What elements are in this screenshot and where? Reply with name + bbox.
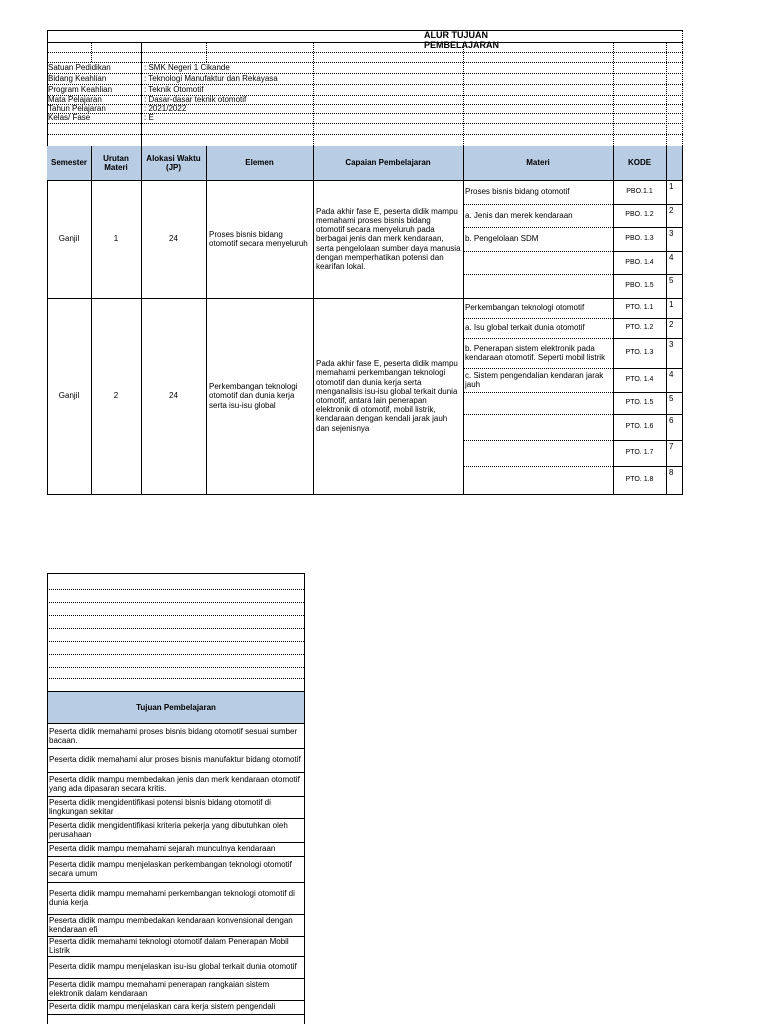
materi-cell — [464, 251, 613, 275]
materi-cell — [464, 392, 613, 414]
header-capaian: Capaian Pembelajaran — [313, 146, 463, 180]
number-cell: 4 — [669, 252, 674, 262]
header-materi: Materi — [463, 146, 613, 180]
kode-cell: PBO. 1.3 — [625, 234, 654, 242]
header-kode: KODE — [613, 146, 666, 180]
materi-cell — [464, 466, 613, 494]
kode-cell: PTO. 1.6 — [625, 422, 654, 430]
tujuan-item: Peserta didik memahami proses bisnis bidang otomotif sesuai sumber bacaan. — [49, 726, 298, 745]
capaian-cell: Pada akhir fase E, peserta didik mampu memahami proses bisnis bidang otomotif secara menyeluruh pada berbagai jenis dan merk kendaraan, serta pengelolaan sumber daya manusia dengan memperhatikan potensi dan kearifan lokal. — [316, 206, 461, 271]
header-semester: Semester — [47, 146, 91, 180]
alokasi-cell: 24 — [169, 391, 178, 401]
info-value: : SMK Negeri 1 Cikande — [144, 62, 230, 72]
number-cell: 4 — [669, 370, 674, 379]
tujuan-item: Peserta didik mengidentifikasi kriteria pekerja yang dibutuhkan oleh perusahaan — [49, 820, 288, 839]
number-cell: 8 — [669, 468, 674, 477]
tujuan-item: Peserta didik mampu memahami perkembangan teknologi otomotif di dunia kerja — [49, 888, 295, 907]
header-alokasi: Alokasi Waktu (JP) — [141, 146, 206, 180]
number-cell: 3 — [669, 229, 674, 239]
info-label: Bidang Keahlian — [48, 73, 107, 83]
kode-cell: PBO.1.1 — [626, 187, 653, 195]
number-cell: 1 — [669, 300, 674, 309]
tujuan-item: Peserta didik mampu membedakan jenis dan merk kendaraan otomotif yang ada dipasaran secara kritis. — [49, 774, 300, 793]
tujuan-item: Peserta didik mampu memahami penerapan rangkaian sistem elektronik dalam kendaraan — [49, 979, 270, 998]
kode-cell: PTO. 1.5 — [625, 398, 654, 406]
info-value: : Dasar-dasar teknik otomotif — [144, 95, 247, 104]
tujuan-item: Peserta didik mampu menjelaskan isu-isu global terkait dunia otomotif — [49, 962, 297, 972]
kode-cell: PBO. 1.2 — [625, 211, 654, 219]
semester-cell: Ganjil — [58, 391, 80, 401]
info-label: Tahun Pelajaran — [48, 104, 106, 113]
materi-cell — [464, 414, 613, 440]
kode-cell: PTO. 1.7 — [625, 448, 654, 456]
tujuan-header: Tujuan Pembelajaran — [48, 692, 304, 723]
materi-cell: Perkembangan teknologi otomotif — [465, 303, 585, 313]
page-title: ALUR TUJUAN PEMBELAJARAN — [424, 30, 500, 51]
info-value: : 2021/2022 — [144, 104, 187, 113]
number-cell: 2 — [669, 320, 674, 329]
urutan-cell: 2 — [113, 391, 119, 401]
materi-cell — [464, 440, 613, 466]
materi-cell: Proses bisnis bidang otomotif — [465, 187, 570, 197]
number-cell: 5 — [669, 276, 674, 286]
elemen-cell: Perkembangan teknologi otomotif dan dunia kerja serta isu-isu global — [209, 382, 298, 410]
alokasi-cell: 24 — [169, 234, 178, 244]
materi-cell: b. Pengelolaan SDM — [465, 234, 539, 244]
kode-cell: PTO. 1.1 — [625, 303, 654, 311]
kode-cell: PTO. 1.3 — [625, 348, 654, 356]
header-elemen: Elemen — [206, 146, 313, 180]
kode-cell: PBO. 1.5 — [625, 282, 654, 290]
kode-cell: PTO. 1.2 — [625, 323, 654, 331]
info-value: : E — [144, 113, 154, 123]
header-urutan: Urutan Materi — [91, 146, 141, 180]
materi-cell: c. Sistem pengendalian kendaran jarak jauh — [465, 370, 604, 389]
number-cell: 3 — [669, 340, 674, 349]
kode-cell: PTO. 1.8 — [625, 475, 654, 483]
kode-cell: PBO. 1.4 — [625, 258, 654, 266]
tujuan-item: Peserta didik mampu memahami sejarah munculnya kendaraan — [49, 844, 276, 854]
info-label: Program Keahlian — [48, 84, 113, 94]
number-cell: 1 — [669, 182, 674, 191]
number-cell: 2 — [669, 205, 674, 215]
materi-cell: b. Penerapan sistem elektronik pada kendaraan otomotif. Seperti mobil listrik — [465, 343, 606, 362]
info-value: : Teknik Otomotif — [144, 84, 204, 94]
materi-cell — [464, 274, 613, 298]
header-blank — [666, 146, 683, 180]
tujuan-item: Peserta didik memahami teknologi otomotif dalam Penerapan Mobil Listrik — [49, 936, 289, 955]
urutan-cell: 1 — [113, 234, 119, 244]
materi-cell: a. Isu global terkait dunia otomotif — [465, 323, 585, 333]
capaian-cell: Pada akhir fase E, peserta didik mampu memahami perkembangan teknologi otomotif dan dunia kerja serta menganalisis isu-isu global terkait dunia otomotif, antara lain penerapan elektronik di otomotif, mobil listrik, kendaraan dengan kendali jarak jauh dan sejenisnya — [316, 359, 458, 433]
elemen-cell: Proses bisnis bidang otomotif secara menyeluruh — [209, 229, 308, 248]
tujuan-item: Peserta didik mampu membedakan kendaraan konvensional dengan kendaraan efi — [49, 915, 293, 934]
semester-cell: Ganjil — [58, 234, 80, 244]
tujuan-item: Peserta didik mampu menjelaskan perkembangan teknologi otomotif secara umum — [49, 859, 292, 878]
number-cell: 6 — [669, 416, 674, 425]
info-value: : Teknologi Manufaktur dan Rekayasa — [144, 73, 278, 83]
tujuan-item: Peserta didik memahami alur proses bisnis manufaktur bidang otomotif — [49, 755, 301, 765]
info-label: Kelas/ Fase — [48, 113, 91, 123]
info-label: Satuan Pedidikan — [48, 62, 111, 72]
number-cell: 5 — [669, 394, 674, 403]
tujuan-item: Peserta didik mengidentifikasi potensi bisnis bidang otomotif di lingkungan sekitar — [49, 797, 271, 816]
number-cell: 7 — [669, 442, 674, 451]
materi-cell: a. Jenis dan merek kendaraan — [465, 210, 573, 220]
info-label: Mata Pelajaran — [48, 95, 102, 104]
kode-cell: PTO. 1.4 — [625, 375, 654, 383]
tujuan-item: Peserta didik mampu menjelaskan cara kerja sistem pengendali — [49, 1002, 276, 1012]
